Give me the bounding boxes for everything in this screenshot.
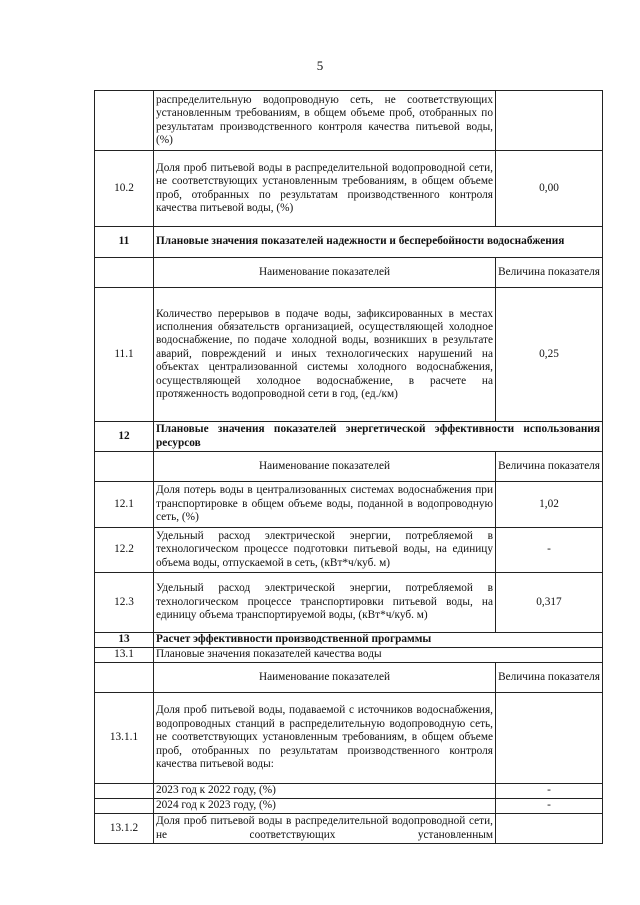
header-row bbox=[95, 663, 603, 693]
column-header-name: Наименование показателей bbox=[154, 258, 496, 288]
column-header-value: Величина показателя bbox=[496, 452, 603, 482]
indicator-name: Доля проб питьевой воды в распределительной водопроводной сети, не соответствующих установленным требованиям, в общем объеме проб, отобранных по результатам производственного контроля качества питьевой воды, (%) bbox=[154, 151, 496, 227]
indicator-value: - bbox=[496, 799, 603, 814]
row-number: 12.1 bbox=[95, 482, 154, 528]
table-row bbox=[95, 91, 603, 151]
indicator-name: 2024 год к 2023 году, (%) bbox=[154, 799, 496, 814]
section-row bbox=[95, 633, 603, 648]
indicator-name: Доля проб питьевой воды, подаваемой с источников водоснабжения, водопроводных станций в распределительную водопроводную сеть, не соответствующих установленным требованиям, в общем объеме проб, отобранных по результатам производственного контроля качества питьевой воды: bbox=[154, 693, 496, 784]
section-number: 12 bbox=[95, 422, 154, 452]
table-row bbox=[95, 799, 603, 814]
section-title: Плановые значения показателей энергетической эффективности использования ресурсов bbox=[154, 422, 603, 452]
indicator-value: - bbox=[496, 528, 603, 573]
header-row bbox=[95, 258, 603, 288]
indicator-value: 0,317 bbox=[496, 573, 603, 633]
row-number: 12.3 bbox=[95, 573, 154, 633]
section-title: Плановые значения показателей надежности и бесперебойности водоснабжения bbox=[154, 227, 603, 258]
column-header-value: Величина показателя bbox=[496, 663, 603, 693]
table-row bbox=[95, 573, 603, 633]
section-title: Расчет эффективности производственной программы bbox=[154, 633, 603, 648]
indicators-table bbox=[94, 90, 603, 844]
section-number: 11 bbox=[95, 227, 154, 258]
indicator-name: Плановые значения показателей качества воды bbox=[154, 648, 603, 663]
column-header-name: Наименование показателей bbox=[154, 452, 496, 482]
indicator-value: 1,02 bbox=[496, 482, 603, 528]
indicator-name: Удельный расход электрической энергии, потребляемой в технологическом процессе транспортировки питьевой воды, на единицу объема транспортируемой воды, (кВт*ч/куб. м) bbox=[154, 573, 496, 633]
table-row bbox=[95, 151, 603, 227]
row-number: 11.1 bbox=[95, 288, 154, 422]
indicator-name: Доля потерь воды в централизованных системах водоснабжения при транспортировке в общем объеме воды, поданной в водопроводную сеть, (%) bbox=[154, 482, 496, 528]
indicator-name: Удельный расход электрической энергии, потребляемой в технологическом процессе подготовки питьевой воды, на единицу объема воды, отпускаемой в сеть, (кВт*ч/куб. м) bbox=[154, 528, 496, 573]
indicator-value: 0,00 bbox=[496, 151, 603, 227]
indicator-name: Количество перерывов в подаче воды, зафиксированных в местах исполнения обязательств организацией, осуществляющей холодное водоснабжение, по подаче холодной воды, возникших в результате аварий, повреждений и иных технологических нарушений на объектах централизованной системы холодного водоснабжения, осуществляющей холодное водоснабжение, в расчете на протяженность водопроводной сети в год, (ед./км) bbox=[154, 288, 496, 422]
indicator-value: 0,25 bbox=[496, 288, 603, 422]
section-row bbox=[95, 227, 603, 258]
row-number: 12.2 bbox=[95, 528, 154, 573]
indicator-name: распределительную водопроводную сеть, не соответствующих установленным требованиям, в общем объеме проб, отобранных по результатам производственного контроля качества питьевой воды, (%) bbox=[154, 91, 496, 151]
table-row bbox=[95, 288, 603, 422]
row-number: 13.1.1 bbox=[95, 693, 154, 784]
table-row bbox=[95, 648, 603, 663]
row-number: 13.1 bbox=[95, 648, 154, 663]
column-header-name: Наименование показателей bbox=[154, 663, 496, 693]
row-number bbox=[95, 91, 154, 151]
indicator-name: 2023 год к 2022 году, (%) bbox=[154, 784, 496, 799]
section-number: 13 bbox=[95, 633, 154, 648]
table-row bbox=[95, 784, 603, 799]
indicator-name: Доля проб питьевой воды в распределительной водопроводной сети, не соответствующих установленным bbox=[154, 814, 496, 844]
indicator-value bbox=[496, 814, 603, 844]
header-row bbox=[95, 452, 603, 482]
indicator-value bbox=[496, 91, 603, 151]
table-row bbox=[95, 814, 603, 844]
section-row bbox=[95, 422, 603, 452]
table-row bbox=[95, 528, 603, 573]
table-row bbox=[95, 693, 603, 784]
indicator-value: - bbox=[496, 784, 603, 799]
table-row bbox=[95, 482, 603, 528]
column-header-value: Величина показателя bbox=[496, 258, 603, 288]
indicator-value bbox=[496, 693, 603, 784]
row-number: 10.2 bbox=[95, 151, 154, 227]
page-number: 5 bbox=[316, 58, 324, 73]
row-number: 13.1.2 bbox=[95, 814, 154, 844]
